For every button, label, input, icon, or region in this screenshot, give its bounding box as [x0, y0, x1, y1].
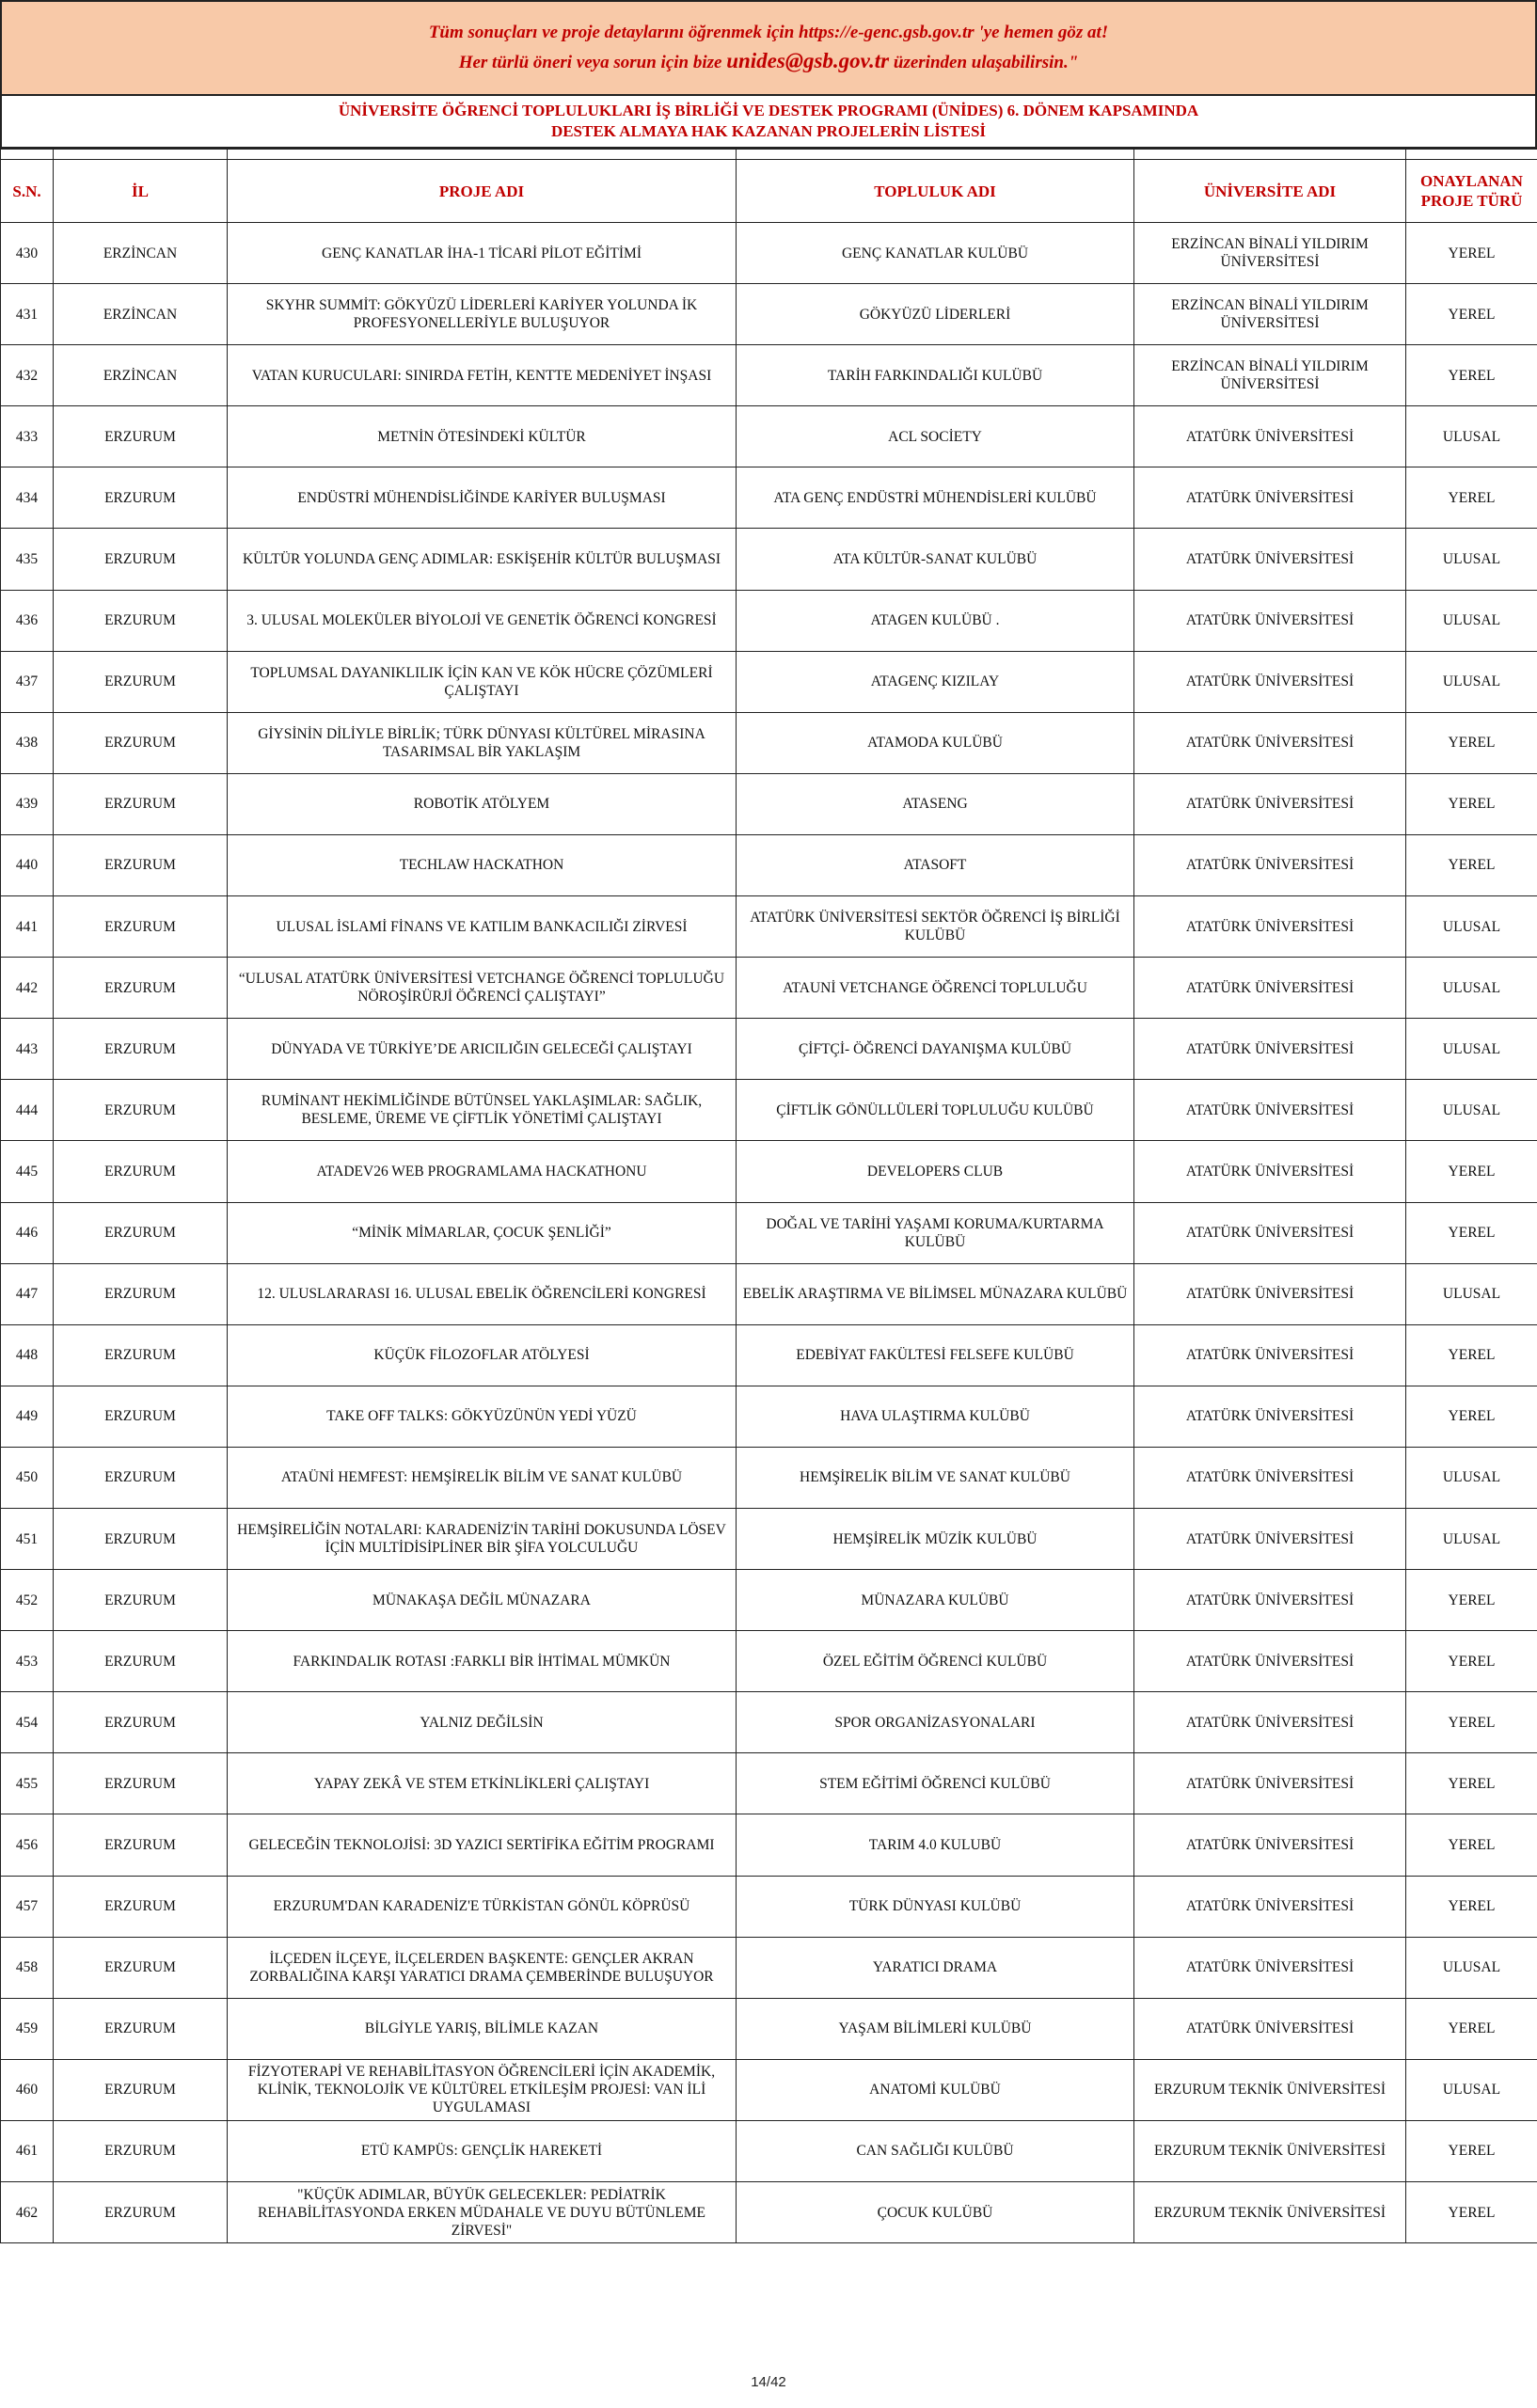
cell-proje-turu: ULUSAL	[1406, 651, 1537, 712]
cell-topluluk-adi: YARATICI DRAMA	[737, 1937, 1134, 1998]
cell-topluluk-adi: TÜRK DÜNYASI KULÜBÜ	[737, 1876, 1134, 1937]
table-row	[1, 590, 1537, 651]
cell-sn: 445	[1, 1141, 54, 1202]
cell-il: ERZURUM	[54, 1141, 228, 1202]
table-row	[1, 1447, 1537, 1508]
cell-universite-adi: ERZİNCAN BİNALİ YILDIRIM ÜNİVERSİTESİ	[1134, 345, 1406, 406]
cell-topluluk-adi: ATAGENÇ KIZILAY	[737, 651, 1134, 712]
cell-sn: 454	[1, 1692, 54, 1753]
cell-sn: 441	[1, 896, 54, 958]
table-row	[1, 1080, 1537, 1141]
banner-website-line: Tüm sonuçları ve proje detaylarını öğrenmek için https://e-genc.gsb.gov.tr 'ye hemen göz at!	[428, 23, 1109, 42]
table-row	[1, 773, 1537, 834]
cell-topluluk-adi: DOĞAL VE TARİHİ YAŞAMI KORUMA/KURTARMA KULÜBÜ	[737, 1202, 1134, 1263]
cell-universite-adi: ATATÜRK ÜNİVERSİTESİ	[1134, 1202, 1406, 1263]
banner-contact-text: Her türlü öneri veya sorun için bize	[458, 53, 727, 72]
cell-universite-adi: ATATÜRK ÜNİVERSİTESİ	[1134, 773, 1406, 834]
cell-topluluk-adi: ACL SOCİETY	[737, 406, 1134, 467]
cell-il: ERZİNCAN	[54, 284, 228, 345]
cell-proje-turu: ULUSAL	[1406, 590, 1537, 651]
table-row	[1, 1019, 1537, 1080]
header-universite-adi: ÜNİVERSİTE ADI	[1134, 160, 1406, 223]
cell-topluluk-adi: MÜNAZARA KULÜBÜ	[737, 1570, 1134, 1631]
cell-topluluk-adi: STEM EĞİTİMİ ÖĞRENCİ KULÜBÜ	[737, 1753, 1134, 1814]
cell-il: ERZURUM	[54, 467, 228, 529]
table-row	[1, 834, 1537, 895]
cell-sn: 458	[1, 1937, 54, 1998]
cell-topluluk-adi: HEMŞİRELİK MÜZİK KULÜBÜ	[737, 1508, 1134, 1569]
cell-il: ERZURUM	[54, 896, 228, 958]
cell-universite-adi: ATATÜRK ÜNİVERSİTESİ	[1134, 1937, 1406, 1998]
cell-proje-adi: İLÇEDEN İLÇEYE, İLÇELERDEN BAŞKENTE: GENÇLER AKRAN ZORBALIĞINA KARŞI YARATICI DRAMA ÇEMBERİNDE BULUŞUYOR	[228, 1937, 737, 1998]
header-proje-adi: PROJE ADI	[228, 160, 737, 223]
header-proje-turu: ONAYLANAN PROJE TÜRÜ	[1406, 160, 1537, 223]
title-line-1: ÜNİVERSİTE ÖĞRENCİ TOPLULUKLARI İŞ BİRLİĞİ VE DESTEK PROGRAMI (ÜNİDES) 6. DÖNEM KAPSAMINDA	[338, 102, 1199, 119]
header-il: İL	[54, 160, 228, 223]
cell-topluluk-adi: ATAGEN KULÜBÜ .	[737, 590, 1134, 651]
cell-proje-turu: YEREL	[1406, 1692, 1537, 1753]
cell-sn: 434	[1, 467, 54, 529]
cell-sn: 442	[1, 958, 54, 1019]
table-row	[1, 1570, 1537, 1631]
cell-proje-turu: YEREL	[1406, 1386, 1537, 1447]
cell-topluluk-adi: ÇİFTLİK GÖNÜLLÜLERİ TOPLULUĞU KULÜBÜ	[737, 1080, 1134, 1141]
cell-topluluk-adi: YAŞAM BİLİMLERİ KULÜBÜ	[737, 1998, 1134, 2059]
cell-topluluk-adi: DEVELOPERS CLUB	[737, 1141, 1134, 1202]
cell-proje-adi: ATAÜNİ HEMFEST: HEMŞİRELİK BİLİM VE SANAT KULÜBÜ	[228, 1447, 737, 1508]
cell-proje-adi: METNİN ÖTESİNDEKİ KÜLTÜR	[228, 406, 737, 467]
table-row	[1, 345, 1537, 406]
cell-topluluk-adi: HEMŞİRELİK BİLİM VE SANAT KULÜBÜ	[737, 1447, 1134, 1508]
cell-topluluk-adi: ATASENG	[737, 773, 1134, 834]
cell-proje-turu: ULUSAL	[1406, 1937, 1537, 1998]
cell-proje-turu: YEREL	[1406, 1324, 1537, 1386]
banner-contact-line	[459, 47, 1079, 77]
cell-sn: 431	[1, 284, 54, 345]
cell-sn: 459	[1, 1998, 54, 2059]
cell-il: ERZURUM	[54, 958, 228, 1019]
cell-proje-turu: ULUSAL	[1406, 1019, 1537, 1080]
table-row	[1, 1141, 1537, 1202]
cell-proje-turu: YEREL	[1406, 1814, 1537, 1876]
cell-universite-adi: ERZURUM TEKNİK ÜNİVERSİTESİ	[1134, 2059, 1406, 2120]
cell-proje-adi: GELECEĞİN TEKNOLOJİSİ: 3D YAZICI SERTİFİKA EĞİTİM PROGRAMI	[228, 1814, 737, 1876]
cell-topluluk-adi: HAVA ULAŞTIRMA KULÜBÜ	[737, 1386, 1134, 1447]
table-row	[1, 1631, 1537, 1692]
cell-topluluk-adi: ANATOMİ KULÜBÜ	[737, 2059, 1134, 2120]
cell-proje-adi: ULUSAL İSLAMİ FİNANS VE KATILIM BANKACILIĞI ZİRVESİ	[228, 896, 737, 958]
cell-sn: 446	[1, 1202, 54, 1263]
cell-universite-adi: ATATÜRK ÜNİVERSİTESİ	[1134, 1386, 1406, 1447]
cell-il: ERZURUM	[54, 1019, 228, 1080]
cell-il: ERZURUM	[54, 1814, 228, 1876]
cell-proje-turu: YEREL	[1406, 834, 1537, 895]
cell-proje-adi: ENDÜSTRİ MÜHENDİSLİĞİNDE KARİYER BULUŞMASI	[228, 467, 737, 529]
table-row	[1, 1386, 1537, 1447]
cell-universite-adi: ATATÜRK ÜNİVERSİTESİ	[1134, 1080, 1406, 1141]
banner-contact-suffix: üzerinden ulaşabilirsin."	[889, 53, 1079, 72]
cell-universite-adi: ATATÜRK ÜNİVERSİTESİ	[1134, 467, 1406, 529]
cell-universite-adi: ATATÜRK ÜNİVERSİTESİ	[1134, 1876, 1406, 1937]
cell-proje-adi: FARKINDALIK ROTASI :FARKLI BİR İHTİMAL MÜMKÜN	[228, 1631, 737, 1692]
cell-proje-adi: KÜLTÜR YOLUNDA GENÇ ADIMLAR: ESKİŞEHİR KÜLTÜR BULUŞMASI	[228, 529, 737, 590]
cell-sn: 435	[1, 529, 54, 590]
cell-proje-turu: YEREL	[1406, 1998, 1537, 2059]
table-row	[1, 1937, 1537, 1998]
table-row	[1, 2182, 1537, 2243]
cell-proje-adi: TOPLUMSAL DAYANIKLILIK İÇİN KAN VE KÖK HÜCRE ÇÖZÜMLERİ ÇALIŞTAYI	[228, 651, 737, 712]
cell-universite-adi: ATATÜRK ÜNİVERSİTESİ	[1134, 1019, 1406, 1080]
cell-universite-adi: ATATÜRK ÜNİVERSİTESİ	[1134, 712, 1406, 773]
table-row	[1, 284, 1537, 345]
table-row	[1, 1753, 1537, 1814]
cell-universite-adi: ATATÜRK ÜNİVERSİTESİ	[1134, 1753, 1406, 1814]
cell-topluluk-adi: ÇİFTÇİ- ÖĞRENCİ DAYANIŞMA KULÜBÜ	[737, 1019, 1134, 1080]
cell-il: ERZURUM	[54, 590, 228, 651]
cell-proje-adi: 3. ULUSAL MOLEKÜLER BİYOLOJİ VE GENETİK ÖĞRENCİ KONGRESİ	[228, 590, 737, 651]
cell-sn: 430	[1, 223, 54, 284]
cell-proje-turu: YEREL	[1406, 1876, 1537, 1937]
cell-universite-adi: ATATÜRK ÜNİVERSİTESİ	[1134, 896, 1406, 958]
cell-il: ERZURUM	[54, 1447, 228, 1508]
cell-proje-turu: ULUSAL	[1406, 1508, 1537, 1569]
cell-proje-adi: ETÜ KAMPÜS: GENÇLİK HAREKETİ	[228, 2120, 737, 2181]
cell-il: ERZURUM	[54, 529, 228, 590]
cell-sn: 455	[1, 1753, 54, 1814]
cell-sn: 452	[1, 1570, 54, 1631]
cell-sn: 460	[1, 2059, 54, 2120]
table-row	[1, 958, 1537, 1019]
cell-universite-adi: ATATÜRK ÜNİVERSİTESİ	[1134, 651, 1406, 712]
header-sn: S.N.	[1, 160, 54, 223]
cell-proje-turu: ULUSAL	[1406, 1080, 1537, 1141]
cell-il: ERZİNCAN	[54, 223, 228, 284]
cell-universite-adi: ATATÜRK ÜNİVERSİTESİ	[1134, 1508, 1406, 1569]
cell-proje-adi: "KÜÇÜK ADIMLAR, BÜYÜK GELECEKLER: PEDİATRİK REHABİLİTASYONDA ERKEN MÜDAHALE VE DUYU BÜTÜNLEME ZİRVESİ"	[228, 2182, 737, 2243]
cell-proje-turu: YEREL	[1406, 1753, 1537, 1814]
cell-proje-adi: “MİNİK MİMARLAR, ÇOCUK ŞENLİĞİ”	[228, 1202, 737, 1263]
cell-il: ERZURUM	[54, 651, 228, 712]
cell-proje-turu: YEREL	[1406, 1570, 1537, 1631]
cell-topluluk-adi: ÖZEL EĞİTİM ÖĞRENCİ KULÜBÜ	[737, 1631, 1134, 1692]
cell-sn: 440	[1, 834, 54, 895]
cell-universite-adi: ATATÜRK ÜNİVERSİTESİ	[1134, 529, 1406, 590]
header-topluluk-adi: TOPLULUK ADI	[737, 160, 1134, 223]
cell-topluluk-adi: ATATÜRK ÜNİVERSİTESİ SEKTÖR ÖĞRENCİ İŞ BİRLİĞİ KULÜBÜ	[737, 896, 1134, 958]
cell-topluluk-adi: ATASOFT	[737, 834, 1134, 895]
table-row	[1, 1998, 1537, 2059]
cell-il: ERZURUM	[54, 2182, 228, 2243]
cell-proje-turu: ULUSAL	[1406, 1447, 1537, 1508]
cell-proje-adi: KÜÇÜK FİLOZOFLAR ATÖLYESİ	[228, 1324, 737, 1386]
title-line-2: DESTEK ALMAYA HAK KAZANAN PROJELERİN LİSTESİ	[550, 122, 987, 140]
cell-proje-adi: 12. ULUSLARARASI 16. ULUSAL EBELİK ÖĞRENCİLERİ KONGRESİ	[228, 1263, 737, 1324]
cell-topluluk-adi: EBELİK ARAŞTIRMA VE BİLİMSEL MÜNAZARA KULÜBÜ	[737, 1263, 1134, 1324]
cell-universite-adi: ATATÜRK ÜNİVERSİTESİ	[1134, 1998, 1406, 2059]
table-header-row	[1, 160, 1537, 223]
cell-proje-turu: YEREL	[1406, 2120, 1537, 2181]
cell-il: ERZURUM	[54, 1263, 228, 1324]
cell-topluluk-adi: ATA GENÇ ENDÜSTRİ MÜHENDİSLERİ KULÜBÜ	[737, 467, 1134, 529]
cell-proje-adi: ATADEV26 WEB PROGRAMLAMA HACKATHONU	[228, 1141, 737, 1202]
cell-sn: 450	[1, 1447, 54, 1508]
page-number: 14/42	[751, 2374, 786, 2390]
cell-sn: 447	[1, 1263, 54, 1324]
cell-topluluk-adi: GENÇ KANATLAR KULÜBÜ	[737, 223, 1134, 284]
cell-proje-adi: GENÇ KANATLAR İHA-1 TİCARİ PİLOT EĞİTİMİ	[228, 223, 737, 284]
cell-topluluk-adi: GÖKYÜZÜ LİDERLERİ	[737, 284, 1134, 345]
cell-sn: 461	[1, 2120, 54, 2181]
cell-universite-adi: ERZURUM TEKNİK ÜNİVERSİTESİ	[1134, 2182, 1406, 2243]
table-row	[1, 1263, 1537, 1324]
cell-universite-adi: ATATÜRK ÜNİVERSİTESİ	[1134, 1141, 1406, 1202]
cell-proje-adi: SKYHR SUMMİT: GÖKYÜZÜ LİDERLERİ KARİYER YOLUNDA İK PROFESYONELLERİYLE BULUŞUYOR	[228, 284, 737, 345]
cell-sn: 439	[1, 773, 54, 834]
cell-proje-turu: ULUSAL	[1406, 896, 1537, 958]
cell-universite-adi: ATATÜRK ÜNİVERSİTESİ	[1134, 1814, 1406, 1876]
table-row	[1, 2059, 1537, 2120]
cell-sn: 448	[1, 1324, 54, 1386]
cell-il: ERZURUM	[54, 2059, 228, 2120]
cell-universite-adi: ATATÜRK ÜNİVERSİTESİ	[1134, 1447, 1406, 1508]
cell-universite-adi: ATATÜRK ÜNİVERSİTESİ	[1134, 406, 1406, 467]
cell-topluluk-adi: TARIM 4.0 KULUBÜ	[737, 1814, 1134, 1876]
table-row	[1, 1508, 1537, 1569]
contact-email: unides@gsb.gov.tr	[726, 49, 890, 72]
cell-il: ERZURUM	[54, 712, 228, 773]
cell-universite-adi: ATATÜRK ÜNİVERSİTESİ	[1134, 1324, 1406, 1386]
cell-universite-adi: ATATÜRK ÜNİVERSİTESİ	[1134, 1631, 1406, 1692]
projects-table	[0, 149, 1537, 2243]
table-spacer-row	[1, 150, 1537, 160]
cell-topluluk-adi: TARİH FARKINDALIĞI KULÜBÜ	[737, 345, 1134, 406]
table-row	[1, 2120, 1537, 2181]
cell-proje-adi: ROBOTİK ATÖLYEM	[228, 773, 737, 834]
cell-sn: 462	[1, 2182, 54, 2243]
table-row	[1, 406, 1537, 467]
cell-sn: 432	[1, 345, 54, 406]
cell-proje-turu: YEREL	[1406, 223, 1537, 284]
table-row	[1, 223, 1537, 284]
cell-proje-turu: YEREL	[1406, 2182, 1537, 2243]
cell-il: ERZURUM	[54, 1998, 228, 2059]
cell-sn: 451	[1, 1508, 54, 1569]
cell-universite-adi: ATATÜRK ÜNİVERSİTESİ	[1134, 958, 1406, 1019]
projects-table-body	[1, 150, 1537, 2243]
cell-universite-adi: ERZİNCAN BİNALİ YILDIRIM ÜNİVERSİTESİ	[1134, 223, 1406, 284]
cell-sn: 453	[1, 1631, 54, 1692]
cell-proje-adi: HEMŞİRELİĞİN NOTALARI: KARADENİZ'İN TARİHİ DOKUSUNDA LÖSEV İÇİN MULTİDİSİPLİNER BİR ŞİFA YOLCULUĞU	[228, 1508, 737, 1569]
cell-universite-adi: ERZİNCAN BİNALİ YILDIRIM ÜNİVERSİTESİ	[1134, 284, 1406, 345]
cell-universite-adi: ATATÜRK ÜNİVERSİTESİ	[1134, 1570, 1406, 1631]
cell-proje-adi: MÜNAKAŞA DEĞİL MÜNAZARA	[228, 1570, 737, 1631]
cell-proje-adi: DÜNYADA VE TÜRKİYE’DE ARICILIĞIN GELECEĞİ ÇALIŞTAYI	[228, 1019, 737, 1080]
table-row	[1, 1876, 1537, 1937]
cell-proje-turu: ULUSAL	[1406, 2059, 1537, 2120]
cell-universite-adi: ATATÜRK ÜNİVERSİTESİ	[1134, 834, 1406, 895]
cell-topluluk-adi: ATAUNİ VETCHANGE ÖĞRENCİ TOPLULUĞU	[737, 958, 1134, 1019]
cell-universite-adi: ERZURUM TEKNİK ÜNİVERSİTESİ	[1134, 2120, 1406, 2181]
cell-il: ERZURUM	[54, 1202, 228, 1263]
cell-proje-adi: RUMİNANT HEKİMLİĞİNDE BÜTÜNSEL YAKLAŞIMLAR: SAĞLIK, BESLEME, ÜREME VE ÇİFTLİK YÖNETİMİ ÇALIŞTAYI	[228, 1080, 737, 1141]
cell-proje-turu: YEREL	[1406, 712, 1537, 773]
cell-proje-turu: ULUSAL	[1406, 529, 1537, 590]
cell-proje-adi: YALNIZ DEĞİLSİN	[228, 1692, 737, 1753]
cell-il: ERZURUM	[54, 1937, 228, 1998]
cell-proje-turu: ULUSAL	[1406, 958, 1537, 1019]
cell-sn: 438	[1, 712, 54, 773]
cell-universite-adi: ATATÜRK ÜNİVERSİTESİ	[1134, 590, 1406, 651]
cell-topluluk-adi: SPOR ORGANİZASYONALARI	[737, 1692, 1134, 1753]
cell-universite-adi: ATATÜRK ÜNİVERSİTESİ	[1134, 1263, 1406, 1324]
cell-topluluk-adi: CAN SAĞLIĞI KULÜBÜ	[737, 2120, 1134, 2181]
cell-il: ERZURUM	[54, 1692, 228, 1753]
table-row	[1, 1814, 1537, 1876]
cell-il: ERZURUM	[54, 1876, 228, 1937]
cell-il: ERZİNCAN	[54, 345, 228, 406]
cell-il: ERZURUM	[54, 1080, 228, 1141]
table-row	[1, 1202, 1537, 1263]
table-row	[1, 896, 1537, 958]
cell-proje-adi: VATAN KURUCULARI: SINIRDA FETİH, KENTTE MEDENİYET İNŞASI	[228, 345, 737, 406]
cell-proje-adi: “ULUSAL ATATÜRK ÜNİVERSİTESİ VETCHANGE ÖĞRENCİ TOPLULUĞU NÖROŞİRÜRJİ ÖĞRENCİ ÇALIŞTAYI”	[228, 958, 737, 1019]
cell-sn: 443	[1, 1019, 54, 1080]
cell-il: ERZURUM	[54, 1324, 228, 1386]
cell-proje-turu: YEREL	[1406, 1631, 1537, 1692]
cell-proje-adi: ERZURUM'DAN KARADENİZ'E TÜRKİSTAN GÖNÜL KÖPRÜSÜ	[228, 1876, 737, 1937]
cell-topluluk-adi: ATA KÜLTÜR-SANAT KULÜBÜ	[737, 529, 1134, 590]
cell-proje-turu: YEREL	[1406, 284, 1537, 345]
cell-proje-adi: TAKE OFF TALKS: GÖKYÜZÜNÜN YEDİ YÜZÜ	[228, 1386, 737, 1447]
cell-il: ERZURUM	[54, 773, 228, 834]
cell-il: ERZURUM	[54, 834, 228, 895]
cell-sn: 444	[1, 1080, 54, 1141]
cell-sn: 449	[1, 1386, 54, 1447]
cell-proje-adi: BİLGİYLE YARIŞ, BİLİMLE KAZAN	[228, 1998, 737, 2059]
cell-proje-adi: TECHLAW HACKATHON	[228, 834, 737, 895]
cell-il: ERZURUM	[54, 1570, 228, 1631]
cell-proje-turu: ULUSAL	[1406, 406, 1537, 467]
cell-proje-turu: YEREL	[1406, 773, 1537, 834]
cell-il: ERZURUM	[54, 2120, 228, 2181]
cell-proje-adi: YAPAY ZEKÂ VE STEM ETKİNLİKLERİ ÇALIŞTAYI	[228, 1753, 737, 1814]
cell-proje-turu: YEREL	[1406, 1141, 1537, 1202]
info-banner	[0, 0, 1537, 96]
cell-il: ERZURUM	[54, 1631, 228, 1692]
cell-sn: 457	[1, 1876, 54, 1937]
document-title	[0, 96, 1537, 149]
cell-il: ERZURUM	[54, 1386, 228, 1447]
table-row	[1, 712, 1537, 773]
cell-il: ERZURUM	[54, 406, 228, 467]
table-row	[1, 651, 1537, 712]
table-row	[1, 467, 1537, 529]
cell-topluluk-adi: ATAMODA KULÜBÜ	[737, 712, 1134, 773]
cell-universite-adi: ATATÜRK ÜNİVERSİTESİ	[1134, 1692, 1406, 1753]
cell-topluluk-adi: EDEBİYAT FAKÜLTESİ FELSEFE KULÜBÜ	[737, 1324, 1134, 1386]
cell-il: ERZURUM	[54, 1508, 228, 1569]
table-row	[1, 1324, 1537, 1386]
cell-proje-adi: GİYSİNİN DİLİYLE BİRLİK; TÜRK DÜNYASI KÜLTÜREL MİRASINA TASARIMSAL BİR YAKLAŞIM	[228, 712, 737, 773]
cell-sn: 456	[1, 1814, 54, 1876]
cell-proje-turu: YEREL	[1406, 1202, 1537, 1263]
cell-sn: 433	[1, 406, 54, 467]
cell-proje-turu: YEREL	[1406, 345, 1537, 406]
cell-topluluk-adi: ÇOCUK KULÜBÜ	[737, 2182, 1134, 2243]
cell-sn: 437	[1, 651, 54, 712]
cell-proje-adi: FİZYOTERAPİ VE REHABİLİTASYON ÖĞRENCİLERİ İÇİN AKADEMİK, KLİNİK, TEKNOLOJİK VE KÜLTÜREL ETKİLEŞİM PROJESİ: VAN İLİ UYGULAMASI	[228, 2059, 737, 2120]
cell-sn: 436	[1, 590, 54, 651]
table-row	[1, 1692, 1537, 1753]
cell-proje-turu: ULUSAL	[1406, 1263, 1537, 1324]
cell-il: ERZURUM	[54, 1753, 228, 1814]
cell-proje-turu: YEREL	[1406, 467, 1537, 529]
table-row	[1, 529, 1537, 590]
